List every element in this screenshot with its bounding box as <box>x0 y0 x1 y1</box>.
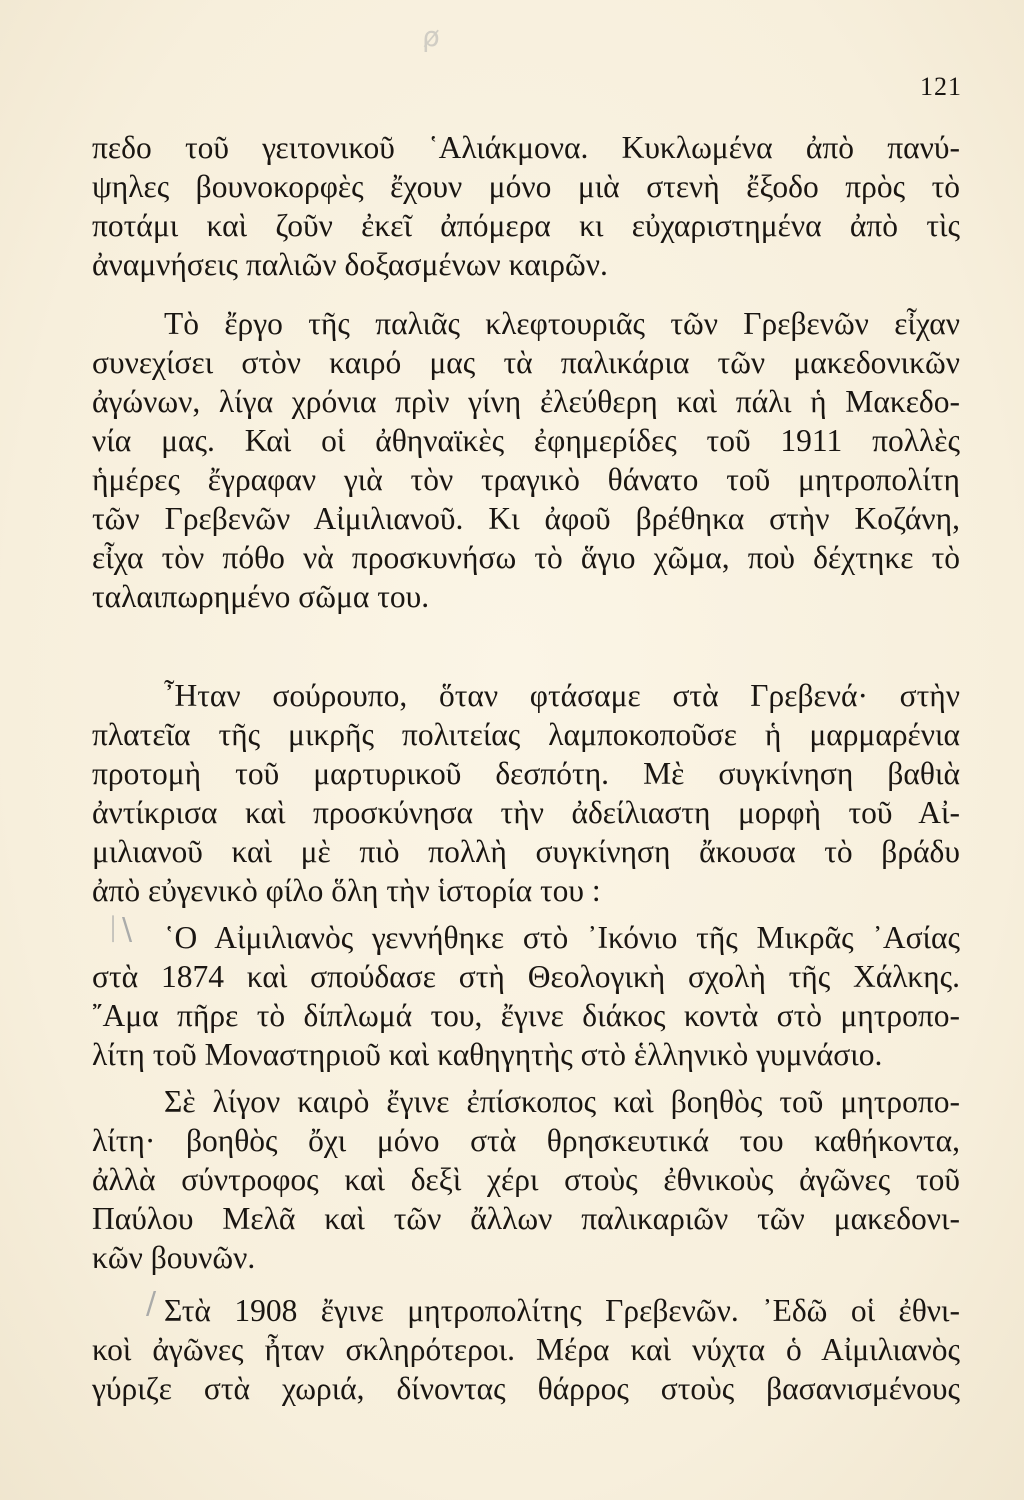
text-line: εἶχα τὸν πόθο νὰ προσκυνήσω τὸ ἅγιο χῶμα, ποὺ δέχτηκε τὸ <box>92 540 960 575</box>
pencil-mark-icon: ρ̷ <box>422 20 440 53</box>
text-line: Τὸ ἔργο τῆς παλιᾶς κλεφτουριᾶς τῶν Γρεβενῶν εἶχαν <box>164 306 960 341</box>
text-line: νία μας. Καὶ οἱ ἀθηναϊκὲς ἐφημερίδες τοῦ 1911 πολλὲς <box>92 423 960 458</box>
text-line: ῾Ο Αἰμιλιανὸς γεννήθηκε στὸ ᾿Ικόνιο τῆς Μικρᾶς ᾿Ασίας <box>164 920 960 955</box>
text-line: ἀναμνήσεις παλιῶν δοξασμένων καιρῶν. <box>92 247 608 282</box>
text-line: ποτάμι καὶ ζοῦν ἐκεῖ ἀπόμερα κι εὐχαριστημένα ἀπὸ τὶς <box>92 208 960 243</box>
paragraph <box>92 918 960 1074</box>
text-line: ἀλλὰ σύντροφος καὶ δεξὶ χέρι στοὺς ἐθνικοὺς ἀγῶνες τοῦ <box>92 1162 960 1197</box>
text-line: Σὲ λίγον καιρὸ ἔγινε ἐπίσκοπος καὶ βοηθὸς τοῦ μητροπο- <box>164 1084 960 1119</box>
text-line: πεδο τοῦ γειτονικοῦ ῾Αλιάκμονα. Κυκλωμένα ἀπὸ πανύ- <box>92 130 960 165</box>
text-line: κῶν βουνῶν. <box>92 1240 256 1275</box>
text-line: ψηλες βουνοκορφὲς ἔχουν μόνο μιὰ στενὴ ἔξοδο πρὸς τὸ <box>92 169 960 204</box>
paragraph-continuation <box>92 128 960 284</box>
text-line: ταλαιπωρημένο σῶμα του. <box>92 579 430 614</box>
text-line: λίτη τοῦ Μοναστηριοῦ καὶ καθηγητὴς στὸ ἑλληνικὸ γυμνάσιο. <box>92 1037 883 1072</box>
text-line: τῶν Γρεβενῶν Αἰμιλιανοῦ. Κι ἀφοῦ βρέθηκα στὴν Κοζάνη, <box>92 501 960 536</box>
text-line: ἀπὸ εὐγενικὸ φίλο ὅλη τὴν ἱστορία του : <box>92 873 601 908</box>
text-line: στὰ 1874 καὶ σπούδασε στὴ Θεολογικὴ σχολὴ τῆς Χάλκης. <box>92 959 960 994</box>
paragraph <box>92 304 960 616</box>
margin-mark-icon: ᛁ\ <box>104 912 133 947</box>
text-line: ἡμέρες ἔγραφαν γιὰ τὸν τραγικὸ θάνατο τοῦ μητροπολίτη <box>92 462 960 497</box>
text-line: Στὰ 1908 ἔγινε μητροπολίτης Γρεβενῶν. ᾿Εδῶ οἱ ἐθνι- <box>164 1293 960 1328</box>
paragraph <box>92 1082 960 1277</box>
text-line: ῎Αμα πῆρε τὸ δίπλωμά του, ἔγινε διάκος κοντὰ στὸ μητροπο- <box>92 998 960 1033</box>
text-line: κοὶ ἀγῶνες ἦταν σκληρότεροι. Μέρα καὶ νύχτα ὁ Αἰμιλιανὸς <box>92 1332 960 1367</box>
text-line: πλατεῖα τῆς μικρῆς πολιτείας λαμποκοποῦσε ἡ μαρμαρένια <box>92 717 960 752</box>
page-number: 121 <box>920 72 962 101</box>
paragraph <box>92 676 960 910</box>
margin-mark-icon: / <box>146 1286 157 1321</box>
text-line: προτομὴ τοῦ μαρτυρικοῦ δεσπότη. Μὲ συγκίνηση βαθιὰ <box>92 756 960 791</box>
text-line: λίτη· βοηθὸς ὄχι μόνο στὰ θρησκευτικά του καθήκοντα, <box>92 1123 960 1158</box>
text-line: συνεχίσει στὸν καιρό μας τὰ παλικάρια τῶν μακεδονικῶν <box>92 345 960 380</box>
paragraph <box>92 1291 960 1408</box>
text-line: Παύλου Μελᾶ καὶ τῶν ἄλλων παλικαριῶν τῶν μακεδονι- <box>92 1201 960 1236</box>
text-line: ἀγώνων, λίγα χρόνια πρὶν γίνη ἐλεύθερη καὶ πάλι ἡ Μακεδο- <box>92 384 960 419</box>
text-line: ἀντίκρισα καὶ προσκύνησα τὴν ἀδείλιαστη μορφὴ τοῦ Αἰ- <box>92 795 960 830</box>
text-line: γύριζε στὰ χωριά, δίνοντας θάρρος στοὺς βασανισμένους <box>92 1371 960 1406</box>
text-line: μιλιανοῦ καὶ μὲ πιὸ πολλὴ συγκίνηση ἄκουσα τὸ βράδυ <box>92 834 960 869</box>
text-line: ῏Ηταν σούρουπο, ὅταν φτάσαμε στὰ Γρεβενά· στὴν <box>164 678 960 713</box>
